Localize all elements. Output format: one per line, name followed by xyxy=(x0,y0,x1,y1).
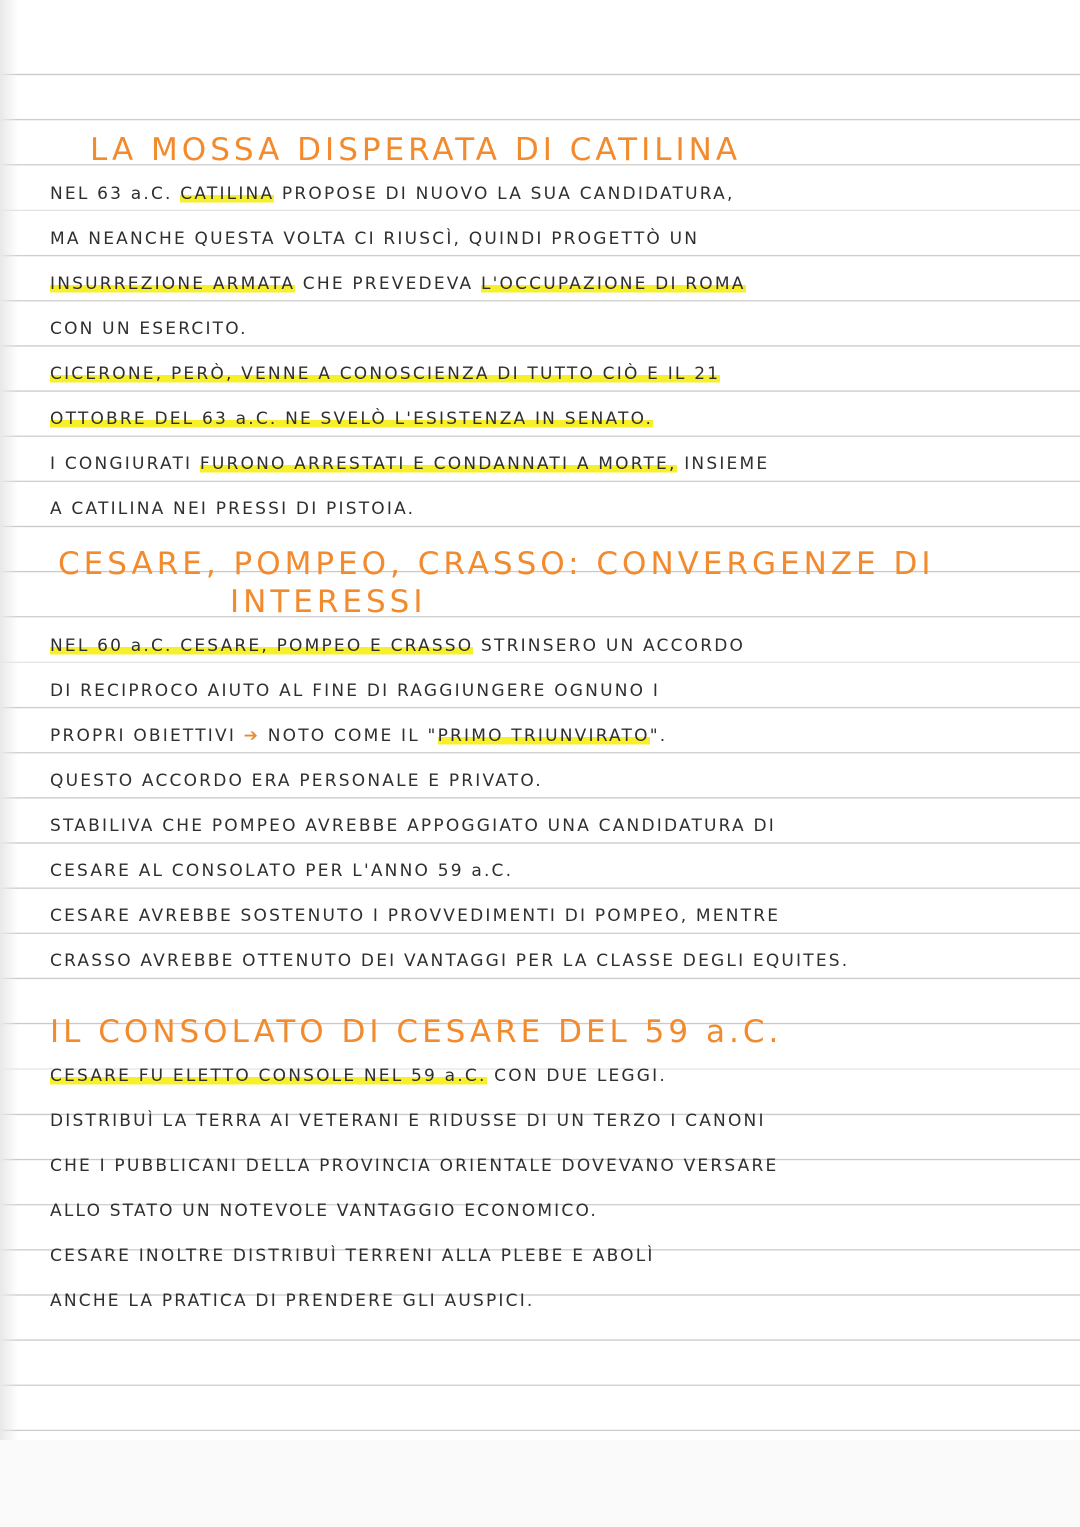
text-line xyxy=(50,849,1040,894)
text-span: PROPOSE DI NUOVO LA SUA CANDIDATURA, xyxy=(274,184,735,204)
highlight: INSURREZIONE ARMATA xyxy=(50,274,296,294)
text-span: QUESTO ACCORDO ERA PERSONALE E PRIVATO. xyxy=(50,771,543,791)
text-span: INSIEME xyxy=(676,454,770,474)
text-line xyxy=(50,714,1040,759)
text-span: CESARE AVREBBE SOSTENUTO I PROVVEDIMENTI DI POMPEO, MENTRE xyxy=(50,906,781,926)
highlight: OTTOBRE DEL 63 a.C. NE SVELÒ L'ESISTENZA IN SENATO. xyxy=(50,409,654,429)
text-line xyxy=(50,217,1040,262)
highlight: CATILINA xyxy=(180,184,275,204)
text-span: CON UN ESERCITO. xyxy=(50,319,248,339)
text-span: NEL 63 a.C. xyxy=(50,184,181,204)
text-span: NOTO COME IL " xyxy=(260,726,438,746)
text-line xyxy=(50,442,1040,487)
text-line xyxy=(50,804,1040,849)
highlight: FURONO ARRESTATI E CONDANNATI A MORTE, xyxy=(199,454,677,474)
arrow-right-icon: ➔ xyxy=(243,726,261,746)
text-span: CRASSO AVREBBE OTTENUTO DEI VANTAGGI PER LA CLASSE DEGLI EQUITES. xyxy=(50,951,850,971)
text-line xyxy=(50,894,1040,939)
text-span: MA NEANCHE QUESTA VOLTA CI RIUSCÌ, QUINDI PROGETTÒ UN xyxy=(50,229,700,249)
page-edge-shadow xyxy=(0,0,18,1527)
text-line xyxy=(50,1099,1040,1144)
text-span: DI RECIPROCO AIUTO AL FINE DI RAGGIUNGERE OGNUNO I xyxy=(50,681,661,701)
section-title-triumvirate-cont: INTERESSI xyxy=(230,584,427,620)
page-bottom-area xyxy=(0,1440,1080,1527)
text-span: DISTRIBUÌ LA TERRA AI VETERANI E RIDUSSE DI UN TERZO I CANONI xyxy=(50,1111,766,1131)
text-line xyxy=(50,262,1040,307)
text-line xyxy=(50,352,1040,397)
highlight: PRIMO TRIUNVIRATO xyxy=(437,726,650,746)
text-span: STABILIVA CHE POMPEO AVREBBE APPOGGIATO UNA CANDIDATURA DI xyxy=(50,816,776,836)
text-line xyxy=(50,172,1040,217)
section-title-catilina: LA MOSSA DISPERATA DI CATILINA xyxy=(90,132,742,168)
text-line xyxy=(50,487,1040,532)
section-title-consulship: IL CONSOLATO DI CESARE DEL 59 a.C. xyxy=(50,1014,783,1050)
text-span: A CATILINA NEI PRESSI DI PISTOIA. xyxy=(50,499,416,519)
text-span: CHE PREVEDEVA xyxy=(295,274,481,294)
text-span: I CONGIURATI xyxy=(50,454,200,474)
text-line xyxy=(50,939,1040,984)
text-span: CON DUE LEGGI. xyxy=(486,1066,667,1086)
text-line xyxy=(50,759,1040,804)
section-consulship xyxy=(50,1010,1040,1324)
highlight: NEL 60 a.C. CESARE, POMPEO E CRASSO xyxy=(50,636,474,656)
text-line xyxy=(50,307,1040,352)
text-line xyxy=(50,1279,1040,1324)
text-line xyxy=(50,669,1040,714)
text-span: CESARE INOLTRE DISTRIBUÌ TERRENI ALLA PLEBE E ABOLÌ xyxy=(50,1246,655,1266)
text-span: PROPRI OBIETTIVI xyxy=(50,726,244,746)
text-span: ". xyxy=(649,726,668,746)
section-catilina xyxy=(50,128,1040,532)
highlight: CICERONE, PERÒ, VENNE A CONOSCIENZA DI TUTTO CIÒ E xyxy=(50,364,668,384)
text-line xyxy=(50,1189,1040,1234)
highlight: CESARE FU ELETTO CONSOLE NEL 59 a.C. xyxy=(50,1066,487,1086)
text-span: ANCHE LA PRATICA DI PRENDERE GLI AUSPICI. xyxy=(50,1291,535,1311)
text-span: CHE I PUBBLICANI DELLA PROVINCIA ORIENTALE DOVEVANO VERSARE xyxy=(50,1156,779,1176)
section-triumvirate xyxy=(50,542,1040,984)
text-span: STRINSERO UN ACCORDO xyxy=(473,636,746,656)
text-line xyxy=(50,397,1040,442)
highlight: IL 21 xyxy=(667,364,721,384)
text-span: CESARE AL CONSOLATO PER L'ANNO 59 a.C. xyxy=(50,861,514,881)
text-line xyxy=(50,624,1040,669)
text-line xyxy=(50,1054,1040,1099)
text-line xyxy=(50,1144,1040,1189)
section-title-triumvirate: CESARE, POMPEO, CRASSO: CONVERGENZE DI xyxy=(58,546,935,582)
text-span: ALLO STATO UN NOTEVOLE VANTAGGIO ECONOMICO. xyxy=(50,1201,598,1221)
text-line xyxy=(50,1234,1040,1279)
highlight: L'OCCUPAZIONE DI ROMA xyxy=(480,274,746,294)
